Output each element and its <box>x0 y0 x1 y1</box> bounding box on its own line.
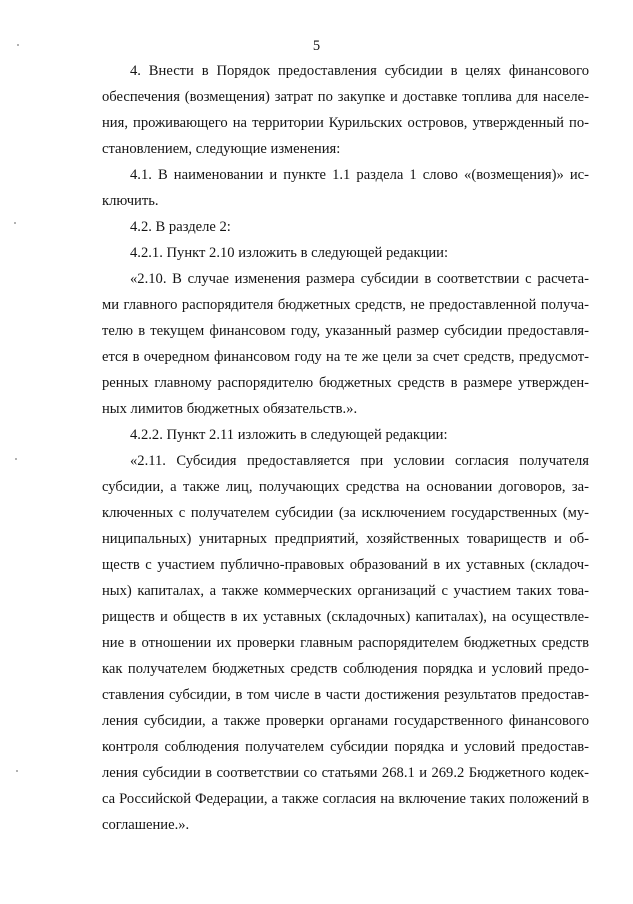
text-line: 4.2. В разделе 2: <box>130 219 231 235</box>
text-line: риществ и обществ в их уставных (складочных) капиталах), на осуществле- <box>102 609 589 625</box>
text-line: ние в отношении их проверки главным распорядителем бюджетных средств <box>102 635 589 651</box>
scan-speck <box>17 44 19 46</box>
text-line: ния, проживающего на территории Курильских островов, утвержденный по- <box>102 115 589 131</box>
text-line: ществ с участием публично-правовых образований в их уставных (складоч- <box>102 557 589 573</box>
text-line: становлением, следующие изменения: <box>102 141 341 157</box>
text-line: ления субсидии, а также проверки органами государственного финансового <box>102 713 589 729</box>
text-line: ниципальных) унитарных предприятий, хозяйственных товариществ и об- <box>102 531 589 547</box>
text-line: 4. Внести в Порядок предоставления субсидии в целях финансового <box>130 63 589 79</box>
text-line: ключить. <box>102 193 159 209</box>
text-line: ключенных с получателем субсидии (за исключением государственных (му- <box>102 505 589 521</box>
text-line: телю в текущем финансовом году, указанный размер субсидии предоставля- <box>102 323 589 339</box>
text-line: 4.1. В наименовании и пункте 1.1 раздела 1 слово «(возмещения)» ис- <box>130 167 589 183</box>
text-line: ления субсидии в соответствии со статьями 268.1 и 269.2 Бюджетного кодек- <box>102 765 589 781</box>
scan-speck <box>15 458 17 460</box>
text-line: ми главного распорядителя бюджетных средств, не предоставленной получа- <box>102 297 589 313</box>
text-line: «2.10. В случае изменения размера субсидии в соответствии с расчета- <box>130 271 589 287</box>
scan-speck <box>16 770 18 772</box>
page-number: 5 <box>312 38 321 54</box>
text-line: са Российской Федерации, а также согласия на включение таких положений в <box>102 791 589 807</box>
text-line: ренных главному распорядителю бюджетных средств в размере утвержден- <box>102 375 589 391</box>
text-line: ется в очередном финансовом году на те же цели за счет средств, предусмот- <box>102 349 589 365</box>
text-line: ных) капиталах, а также коммерческих организаций с участием таких това- <box>102 583 589 599</box>
text-line: ных лимитов бюджетных обязательств.». <box>102 401 358 417</box>
text-line: контроля соблюдения получателем субсидии порядка и условий предостав- <box>102 739 589 755</box>
text-line: ставления субсидии, в том числе в части достижения результатов предостав- <box>102 687 589 703</box>
text-line: обеспечения (возмещения) затрат по закупке и доставке топлива для населе- <box>102 89 589 105</box>
text-line: 4.2.1. Пункт 2.10 изложить в следующей редакции: <box>130 245 449 261</box>
text-line: соглашение.». <box>102 817 190 833</box>
scan-speck <box>14 222 16 224</box>
text-line: субсидии, а также лиц, получающих средства на основании договоров, за- <box>102 479 589 495</box>
text-line: 4.2.2. Пункт 2.11 изложить в следующей редакции: <box>130 427 448 443</box>
text-line: как получателем бюджетных средств соблюдения порядка и условий предо- <box>102 661 589 677</box>
text-line: «2.11. Субсидия предоставляется при условии согласия получателя <box>130 453 589 469</box>
